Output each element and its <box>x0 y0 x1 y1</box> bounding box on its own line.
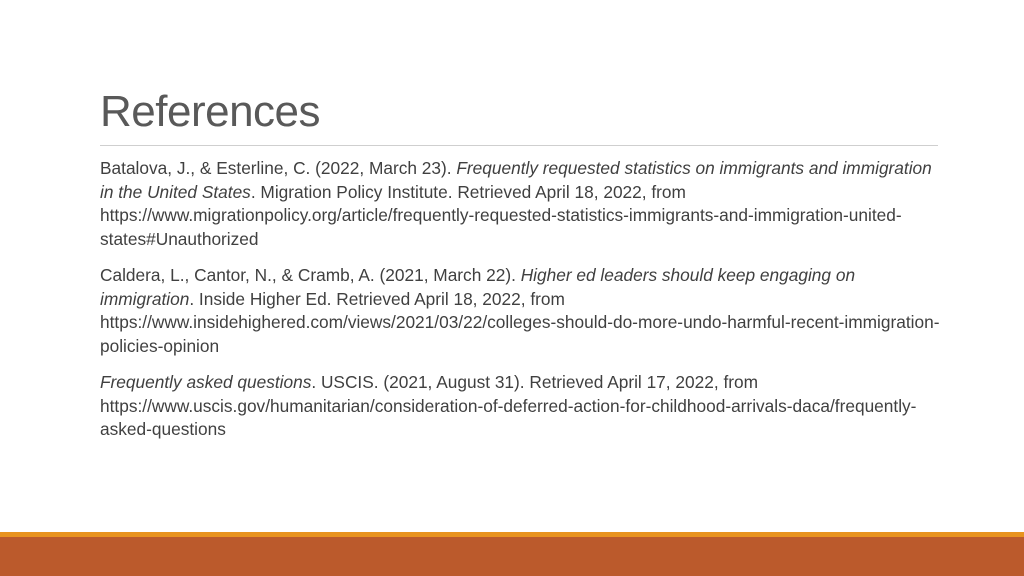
reference-title: Frequently requested statistics on immigrants and immigration in the United States <box>100 158 932 202</box>
reference-authors: Caldera, L., Cantor, N., & Cramb, A. (2021, March 22). <box>100 265 521 285</box>
reference-source: . Migration Policy Institute. Retrieved April 18, 2022, from https://www.migrationpolicy.org/article/frequently-requested-statistics-immigrants-and-immigration-united-states#Unauthorized <box>100 181 902 249</box>
reference-source: . Inside Higher Ed. Retrieved April 18, 2022, from https://www.insidehighered.com/views/2021/03/22/colleges-should-do-more-undo-harmful-recent-immigration-policies-opinion <box>100 288 940 356</box>
reference-item <box>100 157 950 251</box>
reference-item <box>100 371 950 442</box>
reference-item <box>100 264 950 358</box>
reference-list <box>100 157 950 455</box>
slide-title: References <box>100 87 321 136</box>
footer-accent-bar <box>0 537 1024 576</box>
title-divider <box>100 145 938 146</box>
reference-authors: Batalova, J., & Esterline, C. (2022, March 23). <box>100 158 457 178</box>
reference-source: . USCIS. (2021, August 31). Retrieved April 17, 2022, from https://www.uscis.gov/humanitarian/consideration-of-deferred-action-for-childhood-arrivals-daca/frequently-asked-questions <box>100 372 917 439</box>
reference-title: Higher ed leaders should keep engaging on immigration <box>100 265 856 309</box>
reference-title: Frequently asked questions <box>100 372 312 392</box>
